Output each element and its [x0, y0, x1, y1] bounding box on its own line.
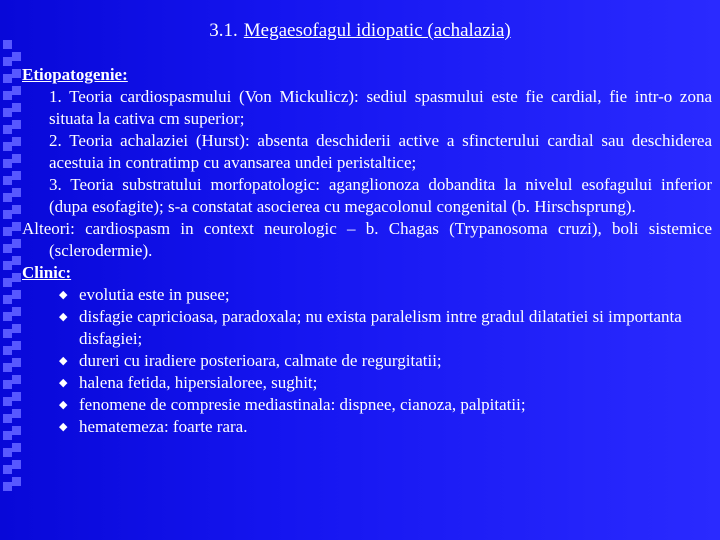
diamond-bullet-icon: ◆ [59, 355, 68, 367]
etiopatogenie-item-3: 3. Teoria substratului morfopatologic: aganglionoza dobandita la nivelul esofagului inferior (dupa esofagite); s-a constatat asocierea cu megacolonul congenital (b. Hirschsprung). [49, 175, 712, 216]
list-item: ◆ fenomene de compresie mediastinala: dispnee, cianoza, palpitatii; [59, 395, 526, 414]
slide-content [22, 64, 712, 438]
slide-title [0, 20, 720, 42]
title-number: 3.1. [209, 20, 238, 41]
diamond-bullet-icon: ◆ [59, 377, 68, 389]
alteori-text: Alteori: cardiospasm in context neurologic – b. Chagas (Trypanosoma cruzi), boli sistemice (sclerodermie). [22, 219, 712, 260]
clinic-heading: Clinic: [22, 263, 72, 282]
clinic-list [22, 284, 712, 438]
diamond-bullet-icon: ◆ [59, 421, 68, 433]
list-item: ◆ dureri cu iradiere posterioara, calmate de regurgitatii; [59, 351, 442, 370]
diamond-bullet-icon: ◆ [59, 289, 68, 301]
list-item: ◆ halena fetida, hipersialoree, sughit; [59, 373, 318, 392]
list-item: ◆ evolutia este in pusee; [59, 285, 230, 304]
etiopatogenie-item-2: 2. Teoria achalaziei (Hurst): absenta deschiderii active a sfincterului cardial sau deschiderea acestuia in contratimp cu avansarea undei peristaltice; [49, 131, 712, 172]
diamond-bullet-icon: ◆ [59, 399, 68, 411]
title-text: Megaesofagul idiopatic (achalazia) [243, 20, 511, 41]
etiopatogenie-heading: Etiopatogenie: [22, 65, 128, 84]
diamond-bullet-icon: ◆ [59, 311, 68, 323]
list-item: ◆ hematemeza: foarte rara. [59, 417, 248, 436]
etiopatogenie-item-1: 1. Teoria cardiospasmului (Von Mickulicz): sediul spasmului este fie cardial, fie intr-o zona situata la cativa cm superior; [49, 87, 712, 128]
list-item: ◆ disfagie capricioasa, paradoxala; nu exista paralelism intre gradul dilatatiei si importanta disfagiei; [59, 307, 682, 348]
